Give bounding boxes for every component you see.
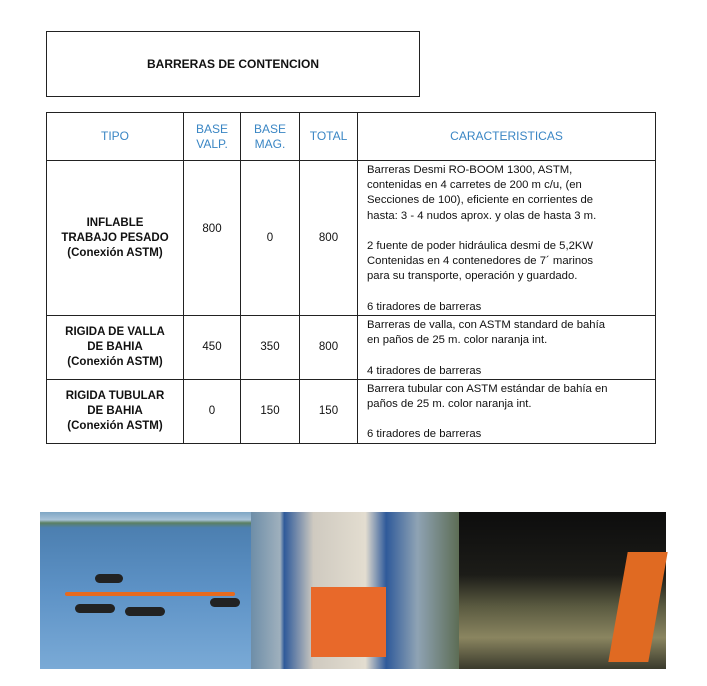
cell-tipo: RIGIDA TUBULAR DE BAHIA (Conexión ASTM) bbox=[47, 379, 184, 443]
cell-tipo: RIGIDA DE VALLA DE BAHIA (Conexión ASTM) bbox=[47, 316, 184, 380]
boat bbox=[95, 574, 123, 583]
header-base-valp: BASE VALP. bbox=[184, 113, 241, 161]
workers-orange-suits bbox=[608, 552, 667, 662]
boat bbox=[210, 598, 240, 607]
header-total: TOTAL bbox=[300, 113, 358, 161]
cell-mag: 150 bbox=[241, 379, 300, 443]
cell-total: 800 bbox=[300, 161, 358, 316]
cell-valp: 450 bbox=[184, 316, 241, 380]
table-row bbox=[47, 316, 656, 380]
boat bbox=[75, 604, 115, 613]
cell-caracteristicas: Barrera tubular con ASTM estándar de bahía en paños de 25 m. color naranja int. 6 tiradores de barreras bbox=[358, 379, 656, 443]
cell-valp: 800 bbox=[184, 161, 241, 316]
cell-total: 800 bbox=[300, 316, 358, 380]
cell-tipo: INFLABLE TRABAJO PESADO (Conexión ASTM) bbox=[47, 161, 184, 316]
photo-night-recovery-operation bbox=[459, 512, 666, 669]
table-row bbox=[47, 379, 656, 443]
cell-valp: 0 bbox=[184, 379, 241, 443]
orange-barriers bbox=[311, 587, 386, 657]
photo-boom-deployment-at-sea bbox=[40, 512, 251, 669]
header-base-mag: BASE MAG. bbox=[241, 113, 300, 161]
photo-container-with-barriers bbox=[251, 512, 459, 669]
header-caracteristicas: CARACTERISTICAS bbox=[358, 113, 656, 161]
table-header-row bbox=[47, 113, 656, 161]
cell-total: 150 bbox=[300, 379, 358, 443]
document-title: BARRERAS DE CONTENCION bbox=[46, 31, 420, 97]
barriers-table bbox=[46, 112, 656, 444]
boat bbox=[125, 607, 165, 616]
table-row bbox=[47, 161, 656, 316]
cell-caracteristicas: Barreras Desmi RO-BOOM 1300, ASTM, contenidas en 4 carretes de 200 m c/u, (en Secciones de 100), eficiente en corrientes de hasta: 3 - 4 nudos aprox. y olas de hasta 3 m. 2 fuente de poder hidráulica desmi de 5,2KW Contenidas en 4 contenedores de 7´ marinos para su transporte, operación y guardado. 6 tiradores de barreras bbox=[358, 161, 656, 316]
header-tipo: TIPO bbox=[47, 113, 184, 161]
cell-mag: 350 bbox=[241, 316, 300, 380]
cell-caracteristicas: Barreras de valla, con ASTM standard de bahía en paños de 25 m. color naranja int. 4 tiradores de barreras bbox=[358, 316, 656, 380]
boom-line bbox=[65, 592, 235, 596]
cell-mag: 0 bbox=[241, 161, 300, 316]
